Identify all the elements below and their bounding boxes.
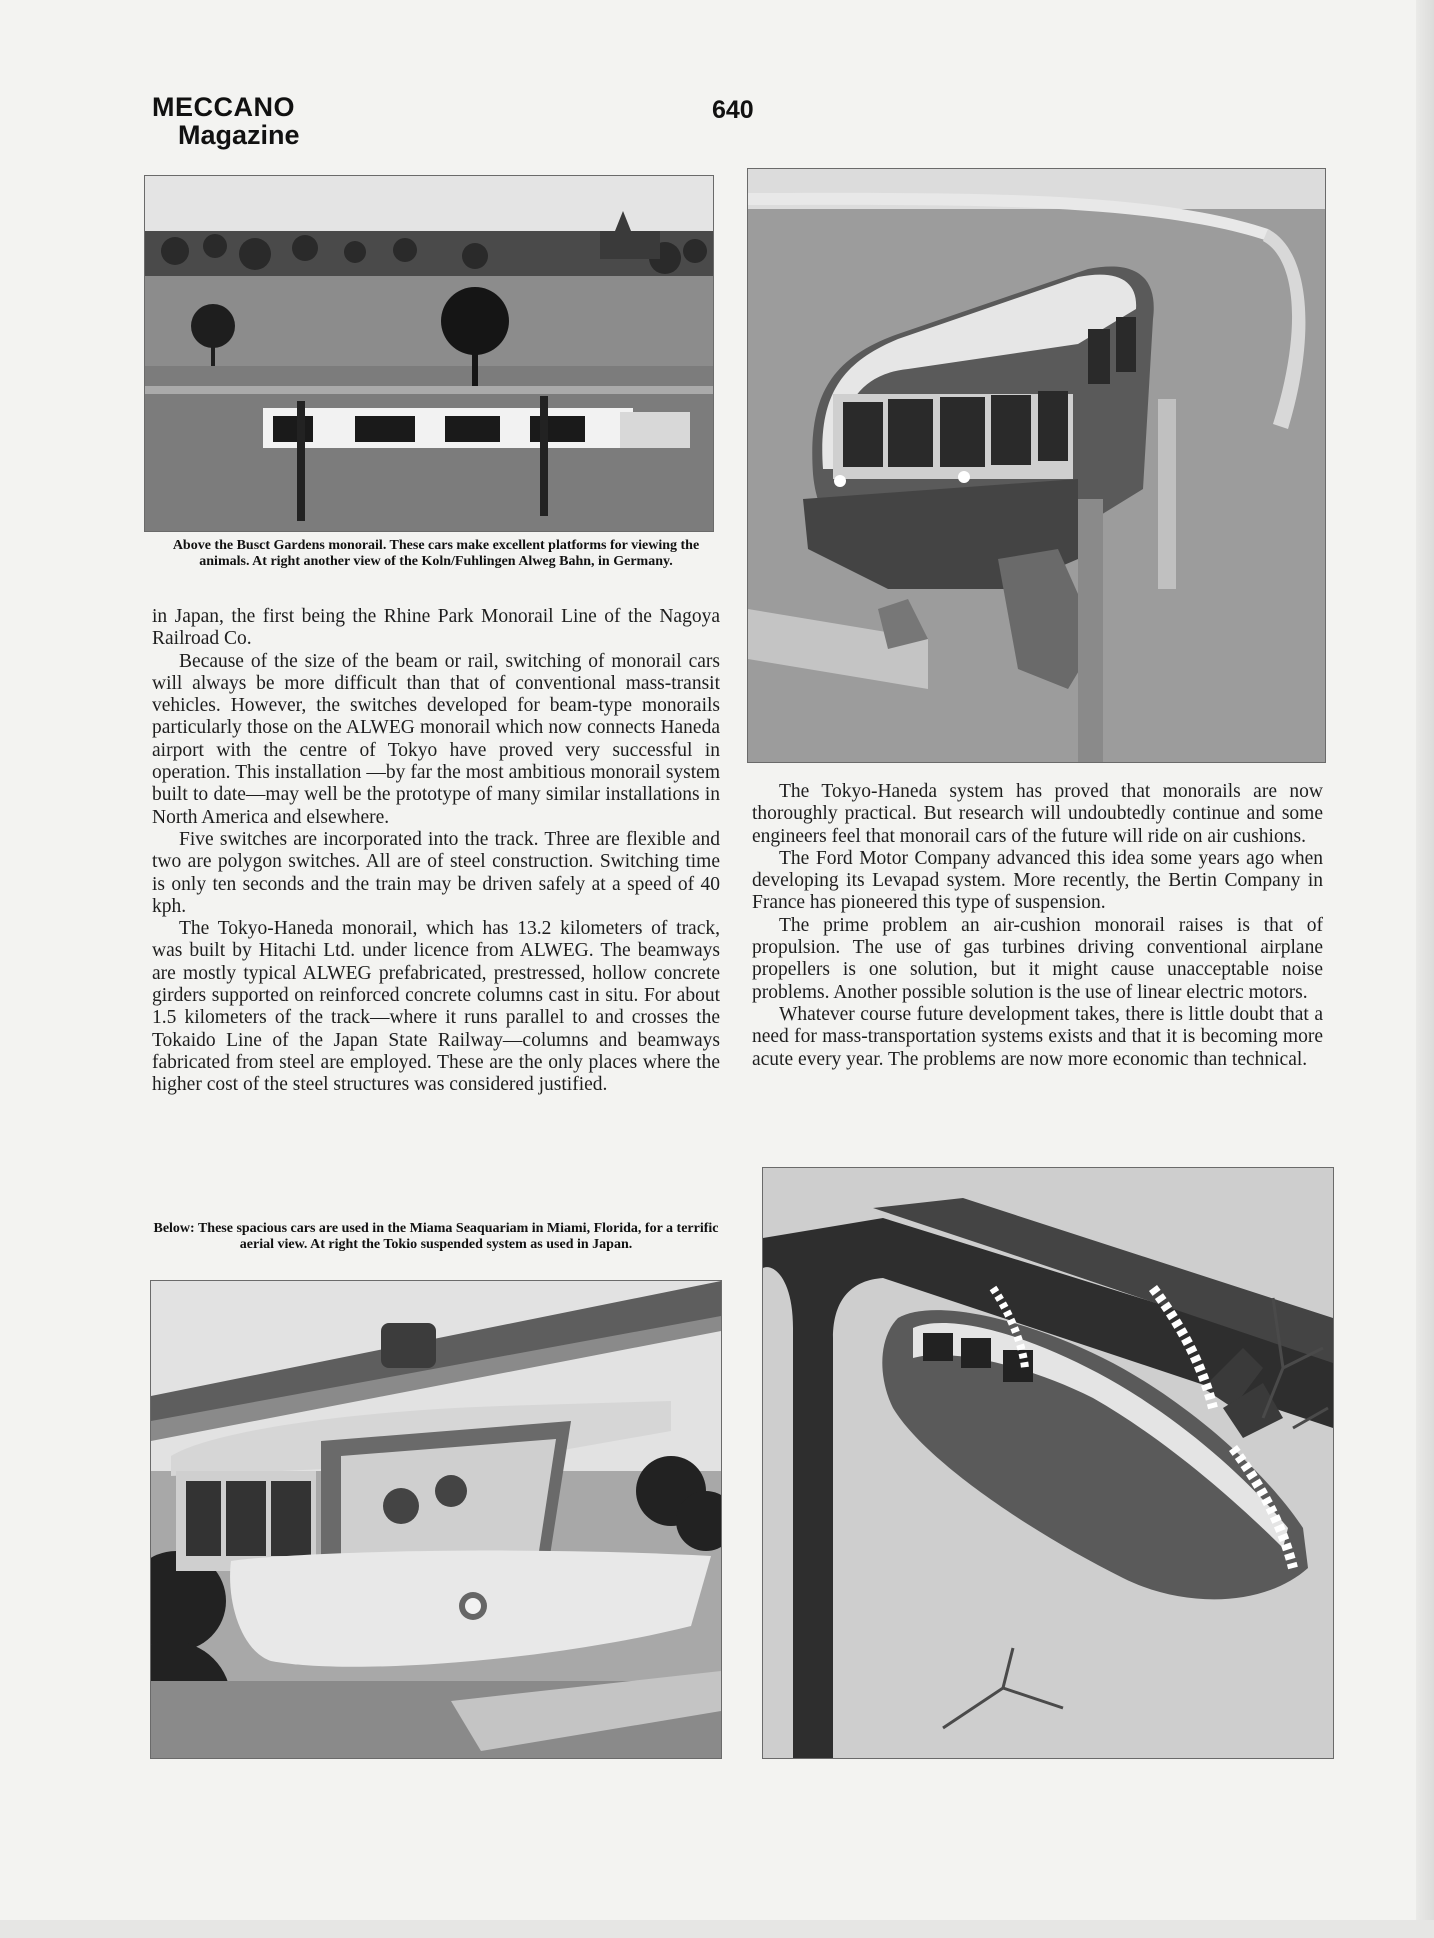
masthead-subtitle: Magazine (178, 120, 300, 151)
masthead (152, 93, 300, 150)
right-paragraph-4: Whatever course future development takes, there is little doubt that a need for mass-transportation systems exists and that it is becoming more acute every year. The problems are now more economic than technical. (752, 1003, 1323, 1070)
page-number: 640 (712, 96, 754, 124)
page-bottom-edge (0, 1920, 1434, 1938)
left-paragraph-2: Because of the size of the beam or rail, switching of monorail cars will always be more difficult than that of conventional mass-transit vehicles. However, the switches developed for beam-type monorails particularly those on the ALWEG monorail which now connects Haneda airport with the centre of Tokyo have proved very successful in operation. This installation —by far the most ambitious monorail system built to date—may well be the prototype of many similar installations in North America and elsewhere. (152, 650, 720, 828)
right-column-text (752, 781, 1323, 1071)
top-photo-caption: Above the Busct Gardens monorail. These cars make excellent platforms for viewing the animals. At right another view of the Koln/Fuhlingen Alweg Bahn, in Germany. (172, 538, 700, 569)
right-paragraph-3: The prime problem an air-cushion monorail raises is that of propulsion. The use of gas turbines driving conventional airplane propellers is one solution, but it might cause unacceptable noise problems. Another possible solution is the use of linear electric motors. (752, 914, 1323, 1003)
busch-gardens-monorail-photo (144, 175, 714, 532)
left-paragraph-1: in Japan, the first being the Rhine Park Monorail Line of the Nagoya Railroad Co. (152, 606, 720, 650)
page-edge-shadow (1416, 0, 1434, 1938)
right-paragraph-2: The Ford Motor Company advanced this idea some years ago when developing its Levapad system. More recently, the Bertin Company in France has pioneered this type of suspension. (752, 847, 1323, 914)
miami-seaquarium-photo (150, 1280, 722, 1759)
bottom-photo-caption: Below: These spacious cars are used in the Miama Seaquariam in Miami, Florida, for a terrific aerial view. At right the Tokio suspended system as used in Japan. (153, 1221, 719, 1252)
left-column-text (152, 606, 720, 1097)
masthead-title: MECCANO (152, 92, 295, 122)
tokio-suspended-monorail-photo (762, 1167, 1334, 1759)
left-paragraph-4: The Tokyo-Haneda monorail, which has 13.2 kilometers of track, was built by Hitachi Ltd. under licence from ALWEG. The beamways are mostly typical ALWEG prefabricated, prestressed, hollow concrete girders supported on reinforced concrete columns cast in situ. For about 1.5 kilometers of the track—where it runs parallel to and crosses the Tokaido Line of the Japan State Railway—columns and beamways fabricated from steel are employed. These are the only places where the higher cost of the steel structures was considered justified. (152, 918, 720, 1096)
right-paragraph-1: The Tokyo-Haneda system has proved that monorails are now thoroughly practical. But research will undoubtedly continue and some engineers feel that monorail cars of the future will ride on air cushions. (752, 781, 1323, 847)
alweg-bahn-photo (747, 168, 1326, 763)
left-paragraph-3: Five switches are incorporated into the track. Three are flexible and two are polygon switches. All are of steel construction. Switching time is only ten seconds and the train may be driven safely at a speed of 40 kph. (152, 828, 720, 917)
